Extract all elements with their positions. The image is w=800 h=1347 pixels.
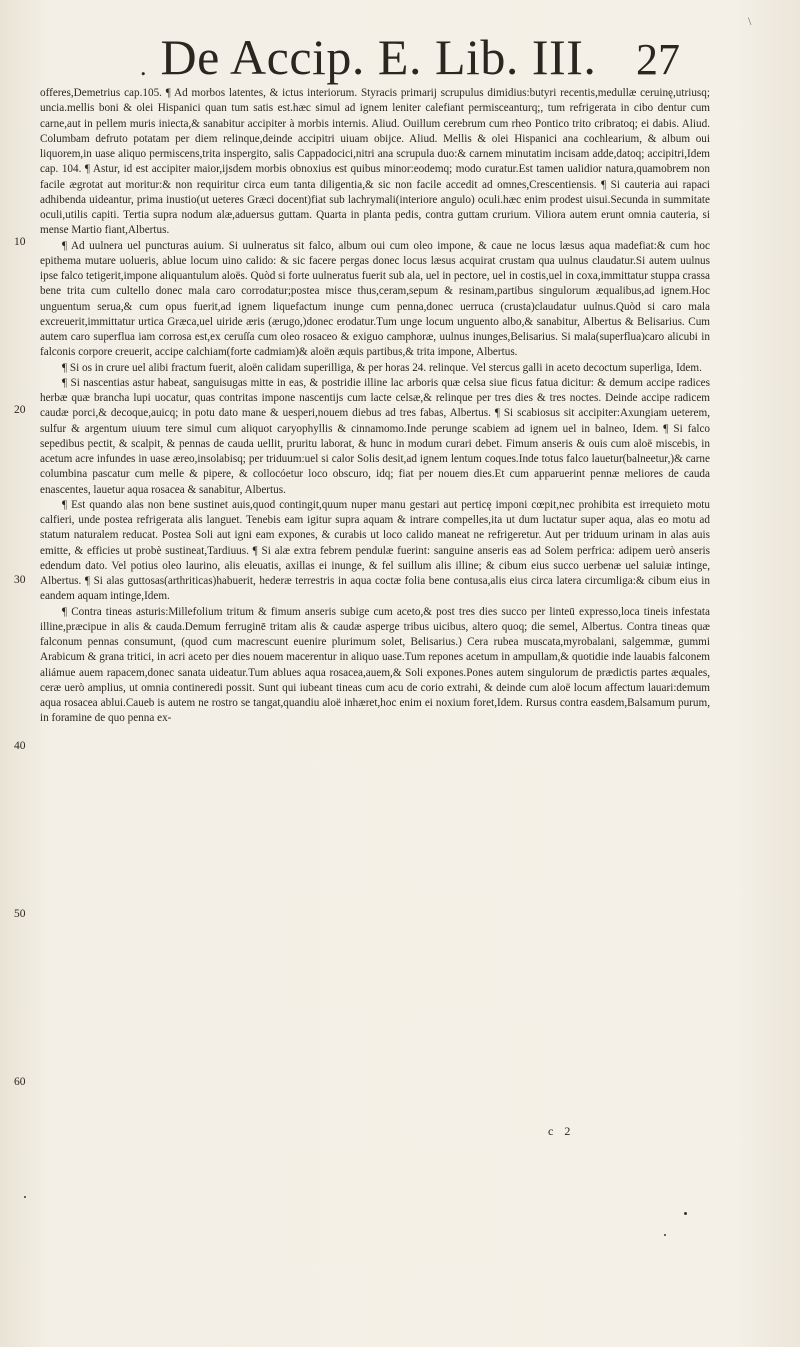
margin-line-number: 50 [14, 908, 26, 920]
ink-speck [24, 1196, 26, 1198]
ink-speck [664, 1234, 666, 1236]
page-number: 27 [636, 35, 680, 84]
margin-line-number: 30 [14, 574, 26, 586]
margin-line-number: 10 [14, 236, 26, 248]
signature-mark: c 2 [548, 1124, 575, 1138]
running-title: De Accip. E. Lib. III. [160, 29, 597, 85]
header-dot: . [140, 52, 147, 81]
margin-line-number: 40 [14, 740, 26, 752]
paragraph: ¶ Ad uulnera uel puncturas auium. Si uulneratus sit falco, album oui cum oleo impone, & caue ne locus læsus aqua madefiat:& cum hoc epithema mutare uolueris, ablue locum uino calido: & sic facere pergas donec locus læsus acquirat crustam qua uulnus claudatur.Si autem uulnus ipse falco tetigerit,impone aliquantulum aloës. Quòd si forte uulneratus fuerit sub ala, uel in pectore, uel in costis,uel in coxa,immittatur stuppa crassa bene trita cum cultello donec mala caro corrodatur;postea misce thus,ceram,sepum & resinam,partibus singulorum æqualibus,ad ignem.Hoc unguentum serua,& cum opus fuerit,ad ignem liquefactum inunge cum penna,donec uerruca (crusta)claudatur uulnus.Quòd si caro mala excreuerit,immittatur urtica Græca,uel uiride æris (ærugo,)donec erodatur.Tum unge locum unguento albo,& sanabitur, Albertus & Belisarius. Cum autem caro superflua iam corrosa est,ex ceruſſa cum oleo rosaceo & exiguo camphoræ, uulnus inunges,Belisarius. Si mala(superflua)caro alicubi in falconis corpore creuerit, accipe calchiam(forte cadmiam)& aloën æquis partibus,& trita impone, Albertus. [40, 239, 710, 359]
paragraph: offeres,Demetrius cap.105. ¶ Ad morbos latentes, & ictus interiorum. Styracis primarij scrupulus dimidius:butyri recentis,medullæ ceruinę,utriusq; uncia.mellis boni & olei Hispanici quan tum satis est.hæc simul ad ignem leniter calefiant permisceanturq;, tum refrigerata in cibo dentur cum carne,aut in pellem muris iniecta,& sanabitur accipiter à morbis internis. Aliud. Ouillum cerebrum cum rheo Pontico trito cribratoq; ei dabis. Aliud. Columbam defruto potatam per diem relinque,deinde accipitri uiuam obijce. Aliud. Mellis & olei Hispanici ana cochlearium, & album oui liquorem,in uase aliquo permiscens,trita inspergito, salis Cappadocici,nitri ana scrupula duo:& carnem minutatim incisam adde,datoq; accipitri,Idem cap. 104. ¶ Astur, id est accipiter maior,ijsdem morbis obnoxius est quibus minor:eodemq; modo curatur.Est tamen ualidior natura,quamobrem non facile ægrotat aut moritur:& non requiritur circa eum tanta diligentia,& sic non facile accedit ad omnes,Crescentiensis. ¶ Si cauteria aui rapaci adhibenda uideantur, prima inustio(ut ueteres Græci docent)fiat sub lachrymali(interiore angulo) oculi.hæc enim prodest uisui.Secunda in summitate oculi,utilis capiti. Tertia supra nodum alæ,aduersus guttam. Quarta in planta pedis, contra guttam crurium. Viliora autem erunt omnia cauteria, si mense Martio fiant,Albertus. [40, 87, 710, 237]
paragraph: ¶ Contra tineas asturis:Millefolium tritum & fimum anseris subige cum aceto,& post tres dies succo per linteū expresso,loca tineis infestata illine,præcipue in alis & cauda.Demum ferruginē tritam alis & caudæ asperge tribus uicibus, altero quoq; die semel, Albertus. Contra tineas quæ falconum pennas consumunt, (quod cum macrescunt euenire plurimum solet, Belisarius.) Cera rubea muscata,myrobalani, salgemmæ, gummi Arabicum & grana tritici, in acri aceto per dies nouem macerentur in aliquo uase.Tum repones acetum in ampullam,& quotidie inde lauabis falconem aliámue auem rapacem,donec sanata uideatur.Tum ablues aqua rosacea,auem,& Soli expones.Pones autem singulorum de prædictis partes æquales, ceræ uerò amplius, ut omnia contineredi possit. Sunt qui iubeant tineas cum acu de corio extrahi, & deinde cum aloë locum affectum lauari:demum aqua rosacea ablui.Caueb is autem ne rostro se tangat,quandiu aloë inhæret,hoc enim ei noxium foret,Idem. Rursus contra easdem,Balsamum purum, in foramine de quo penna ex- [40, 605, 710, 725]
running-header [140, 20, 680, 85]
paragraph: ¶ Si nascentias astur habeat, sanguisugas mitte in eas, & postridie illine lac arboris quæ celsa siue ficus fatua dicitur: & demum accipe radices herbæ quæ brancha lupi uocatur, quas contritas impone nascentijs cum lacte celsæ,& relinque per tres dies & tres noctes. Deinde accipe radicem caudæ porci,& decoque,auicq; in potu dato mane & uesperi,nouem diebus ad tres fabas, Albertus. ¶ Si scabiosus sit accipiter:Axungiam ueterem, sulfur & argentum uiuum tere simul cum aliquot caryophyllis & cinnamomo.Inde perunge scabiem ad ignem uel in balneo, Idem. ¶ Si falco sepedibus pectit, & scalpit, & pennas de cauda uellit, pruritu laborat, & hunc in modum curari debet. Fimum anseris & ouis cum aloë miscebis, in acetum acre infundes in uase æreo,insolabisq; per triduum:uel si calor Solis desit,ad ignem lentum coques.Inde totus falco lauetur(balneetur,)& carne columbina pascatur cum melle & pipere, & collocóetur loco obscuro, idq; fiat per nouem dies.Et cum apparuerint pennæ meliores de cauda enascentes, lauetur aqua rosacea & sanabitur, Albertus. [40, 376, 710, 496]
ink-speck [684, 1212, 687, 1215]
paragraph: ¶ Est quando alas non bene sustinet auis,quod contingit,quum nuper manu gestari aut perticę imponi cœpit,nec prohibita est irrequieto motu calfieri, unde postea refrigerata alis languet. Tenebis eam igitur supra aquam & intrare compelles,ita ut dum luctatur super aqua, alas eo motu ad statum naturalem reducat. Postea Soli aut igni eam expones, & curabis ut loco calido maneat ne refrigeretur. Aut per triduum urinam in alas auis emitte, & efficies ut probè sustineat,Tardiuus. ¶ Si alæ extra febrem pendulæ fuerint: sanguine anseris eas ad Solem perfrica: adipem uerò anseris edendum dato. Vel potius oleo laurino, alis eleuatis, axillas ei inunge, & fel suillum alis illine; & cibum eius succo uerbenæ uel saluiæ intinge, Albertus. ¶ Si alas guttosas(arthriticas)habuerit, hederæ terrestris in aqua coctæ folia bene contusa,alis eius circa latera circumliga:& cibum eius in eandem aquam intinge,Idem. [40, 498, 710, 603]
paragraph: ¶ Si os in crure uel alibi fractum fuerit, aloën calidam superilliga, & per horas 24. relinque. Vel stercus galli in aceto decoctum superliga, Idem. [62, 361, 702, 374]
main-text-block [40, 86, 710, 727]
margin-line-number: 60 [14, 1076, 26, 1088]
edge-mark: \ [748, 14, 752, 28]
margin-line-number: 20 [14, 404, 26, 416]
